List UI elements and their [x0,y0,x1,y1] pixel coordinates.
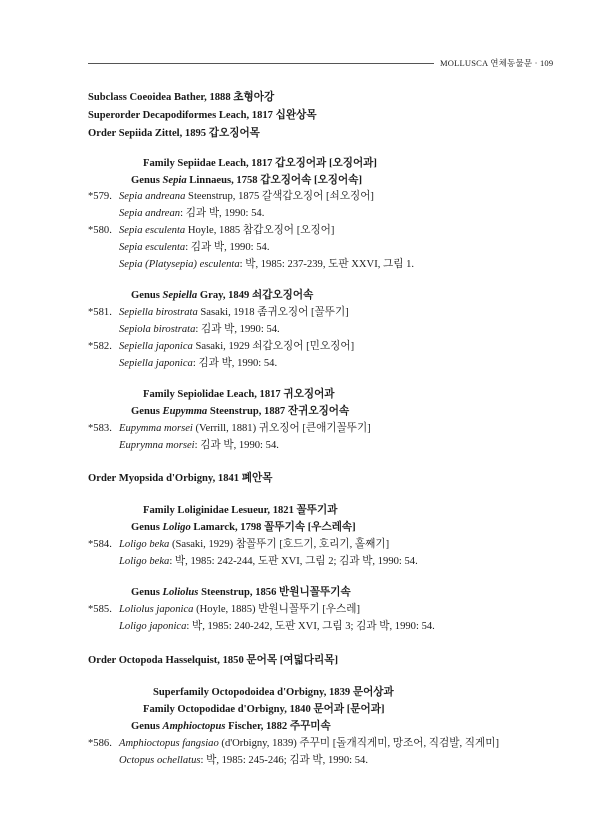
family-sepiidae-heading: Family Sepiidae Leach, 1817 갑오징어과 [오징어과] [143,158,377,169]
genus-sepiella-heading: Genus Sepiella Gray, 1849 쇠갑오징어속 [131,290,314,301]
genus-loliolus-heading: Genus Loliolus Steenstrup, 1856 반원니꼴뚜기속 [131,587,351,598]
species-entry: Sepiella birostrata Sasaki, 1918 좀귀오징어 [꼴뚜기] [119,307,349,318]
synonym-entry: Euprymna morsei: 김과 박, 1990: 54. [119,440,279,451]
synonym-entry: Sepia esculenta: 김과 박, 1990: 54. [119,242,270,253]
header-rule [88,63,434,64]
genus-sepia-heading: Genus Sepia Linnaeus, 1758 갑오징어속 [오징어속] [131,175,363,186]
subclass-heading: Subclass Coeoidea Bather, 1888 초형아강 [88,92,275,103]
synonym-entry: Loligo beka: 박, 1985: 242-244, 도판 XVI, 그림 2; 김과 박, 1990: 54. [119,556,418,567]
order-octopoda-heading: Order Octopoda Hasselquist, 1850 문어목 [여덟다리목] [88,655,338,666]
order-myopsida-heading: Order Myopsida d'Orbigny, 1841 폐안목 [88,473,273,484]
species-entry: Amphioctopus fangsiao (d'Orbigny, 1839) 주꾸미 [돌개직게미, 망조어, 직검발, 직게미] [119,738,499,749]
species-entry: Loliolus japonica (Hoyle, 1885) 반원니꼴뚜기 [우스레] [119,604,361,615]
synonym-entry: Sepia andrean: 김과 박, 1990: 54. [119,208,265,219]
family-loliginidae-heading: Family Loliginidae Lesueur, 1821 꼴뚜기과 [143,505,338,516]
synonym-entry: Octopus ochellatus: 박, 1985: 245-246; 김과 박, 1990: 54. [119,755,368,766]
species-entry: Sepia esculenta Hoyle, 1885 참갑오징어 [오징어] [119,225,335,236]
species-number: *582. [88,341,112,352]
synonym-entry: Loligo japonica: 박, 1985: 240-242, 도판 XVI, 그림 3; 김과 박, 1990: 54. [119,621,435,632]
genus-amphioctopus-heading: Genus Amphioctopus Fischer, 1882 주꾸미속 [131,721,331,732]
species-entry: Loligo beka (Sasaki, 1929) 참꼴뚜기 [호드기, 호리기, 홀째기] [119,539,390,550]
synonym-entry: Sepiella japonica: 김과 박, 1990: 54. [119,358,278,369]
species-number: *584. [88,539,112,550]
species-number: *583. [88,423,112,434]
species-entry: Sepia andreana Steenstrup, 1875 갈색갑오징어 [쇠오징어] [119,191,374,202]
species-entry: Sepiella japonica Sasaki, 1929 쇠갑오징어 [민오징어] [119,341,355,352]
family-sepiolidae-heading: Family Sepiolidae Leach, 1817 귀오징어과 [143,389,335,400]
superfamily-octopodoidea-heading: Superfamily Octopodoidea d'Orbigny, 1839 문어상과 [153,687,394,698]
family-octopodidae-heading: Family Octopodidae d'Orbigny, 1840 문어과 [문어과] [143,704,385,715]
genus-loligo-heading: Genus Loligo Lamarck, 1798 꼴뚜기속 [우스레속] [131,522,356,533]
running-head: MOLLUSCA 연체동물문 · 109 [440,58,554,68]
synonym-entry: Sepia (Platysepia) esculenta: 박, 1985: 237-239, 도판 XXVI, 그림 1. [119,259,415,270]
synonym-entry: Sepiola birostrata: 김과 박, 1990: 54. [119,324,280,335]
species-number: *585. [88,604,112,615]
species-number: *579. [88,191,112,202]
order-sepiida-heading: Order Sepiida Zittel, 1895 갑오징어목 [88,128,260,139]
genus-eupymma-heading: Genus Eupymma Steenstrup, 1887 잔귀오징어속 [131,406,350,417]
species-number: *580. [88,225,112,236]
superorder-heading: Superorder Decapodiformes Leach, 1817 십완상목 [88,110,317,121]
species-number: *586. [88,738,112,749]
species-entry: Eupymma morsei (Verrill, 1881) 귀오징어 [큰애기꼴뚜기] [119,423,371,434]
species-number: *581. [88,307,112,318]
